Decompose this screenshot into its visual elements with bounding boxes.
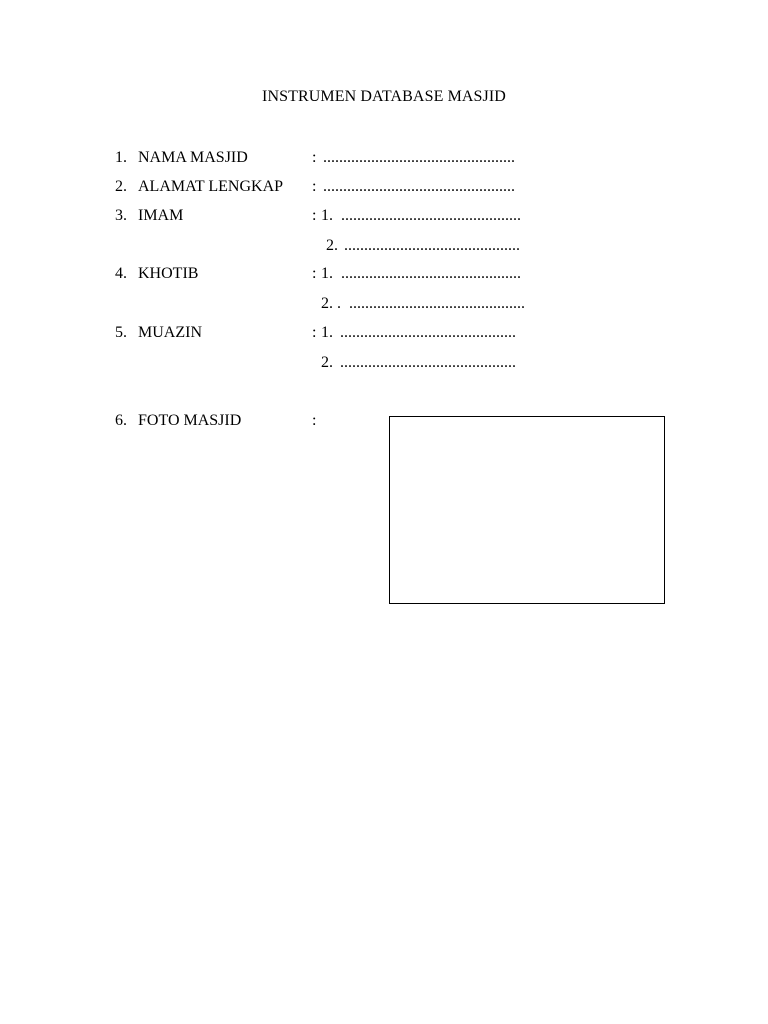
item-colon: : bbox=[312, 265, 317, 282]
item-number: 6. bbox=[115, 412, 127, 429]
item-colon: : bbox=[312, 207, 317, 224]
item-colon: : bbox=[312, 149, 317, 166]
item-colon: : bbox=[312, 412, 317, 429]
item-colon: : bbox=[312, 178, 317, 195]
muazin-line-2-prefix: 2. bbox=[321, 354, 333, 371]
khotib-line-2-fill: ............................................ bbox=[349, 295, 525, 312]
item-number: 5. bbox=[115, 324, 127, 341]
item-label-alamat-lengkap: ALAMAT LENGKAP bbox=[138, 178, 284, 195]
item-label-imam: IMAM bbox=[138, 207, 184, 224]
imam-line-1-prefix: 1. bbox=[321, 207, 333, 224]
khotib-line-2-prefix: 2. . bbox=[321, 295, 341, 312]
muazin-line-1-prefix: 1. bbox=[321, 324, 333, 341]
imam-line-2-fill: ............................................ bbox=[344, 237, 520, 254]
item-number: 1. bbox=[115, 149, 127, 166]
khotib-line-1-fill: ............................................. bbox=[341, 265, 521, 282]
imam-line-2-prefix: 2. bbox=[326, 237, 338, 254]
item-label-foto-masjid: FOTO MASJID bbox=[138, 412, 242, 429]
muazin-line-2-fill: ............................................ bbox=[340, 354, 516, 371]
item-label-nama-masjid: NAMA MASJID bbox=[138, 149, 248, 166]
muazin-line-1-fill: ............................................ bbox=[340, 324, 516, 341]
imam-line-1-fill: ............................................. bbox=[341, 207, 521, 224]
item-number: 4. bbox=[115, 265, 127, 282]
nama-masjid-fill-line: ................................................ bbox=[323, 149, 515, 166]
khotib-line-1-prefix: 1. bbox=[321, 265, 333, 282]
item-label-muazin: MUAZIN bbox=[138, 324, 202, 341]
item-number: 2. bbox=[115, 178, 127, 195]
item-colon: : bbox=[312, 324, 317, 341]
foto-masjid-photo-box bbox=[389, 416, 665, 604]
document-title: INSTRUMEN DATABASE MASJID bbox=[262, 88, 506, 105]
item-number: 3. bbox=[115, 207, 127, 224]
alamat-lengkap-fill-line: ................................................ bbox=[323, 178, 515, 195]
item-label-khotib: KHOTIB bbox=[138, 265, 199, 282]
